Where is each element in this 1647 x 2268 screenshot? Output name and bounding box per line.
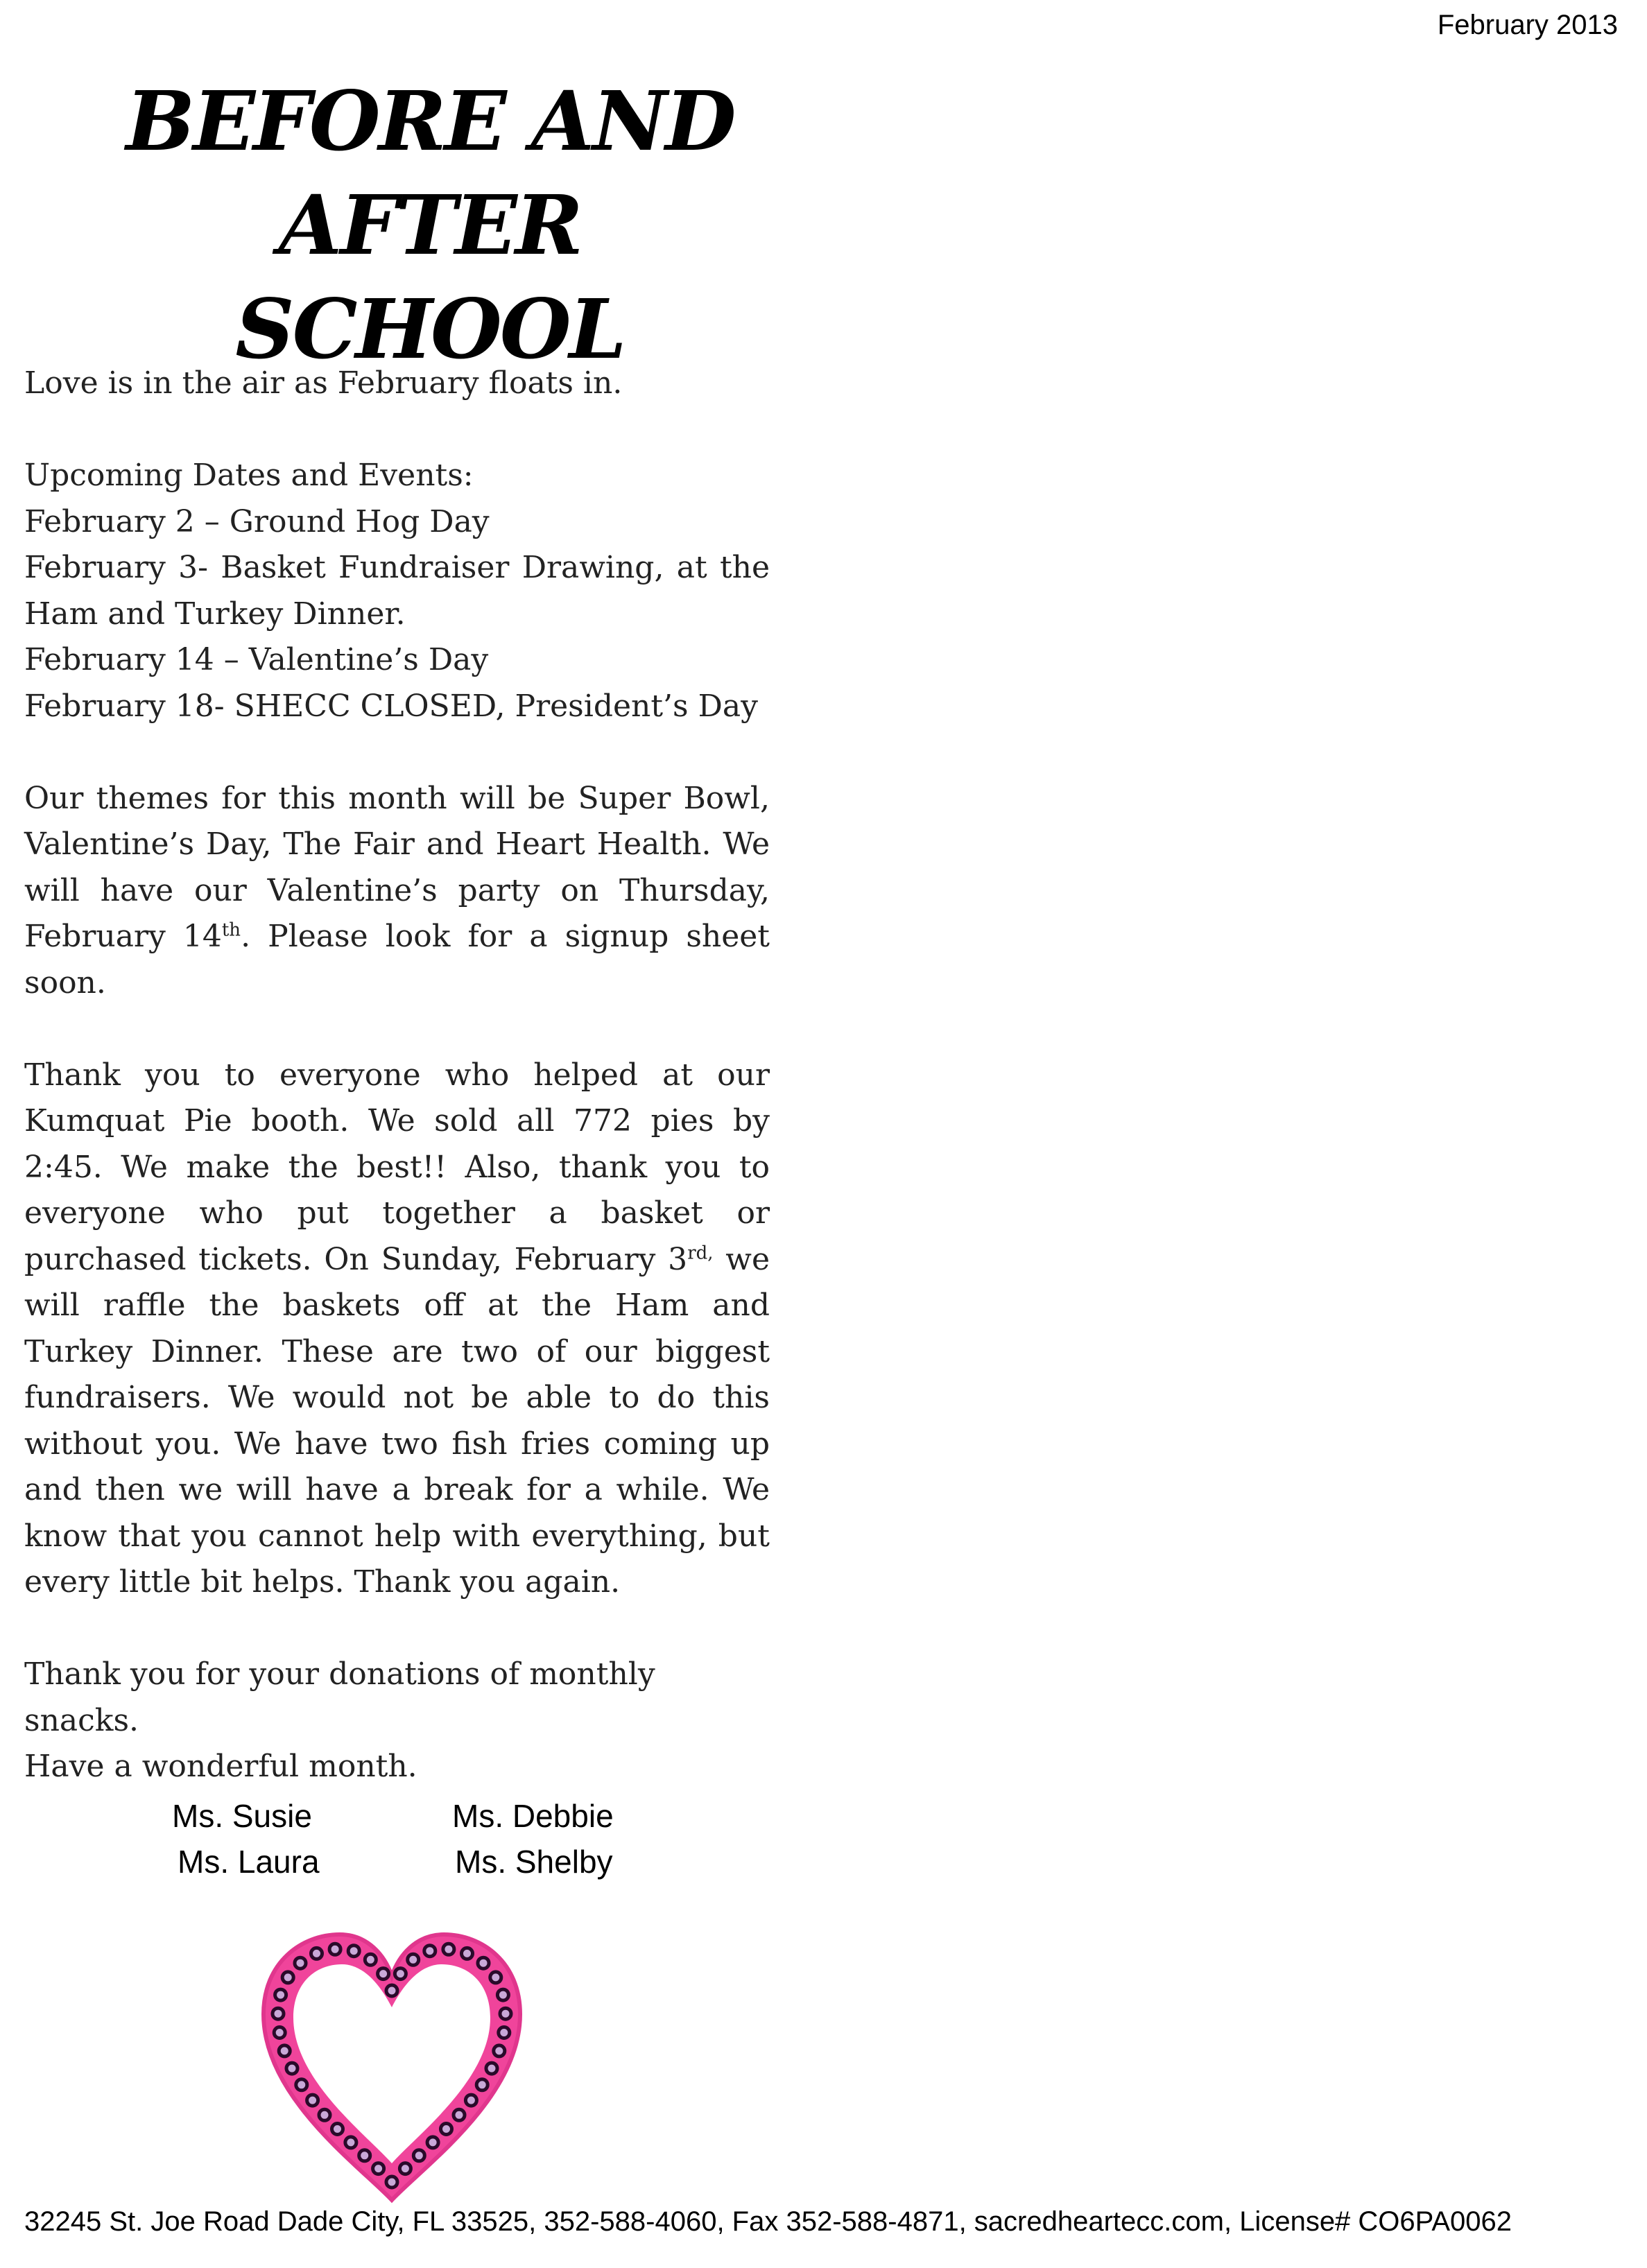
event-item: February 18- SHECC CLOSED, President’s Day [24, 688, 758, 724]
thanks-paragraph: Thank you to everyone who helped at our Kumquat Pie booth. We sold all 772 pies by 2:45. We make the best!! Also, thank you to everyone who put together a basket or purchased tickets. On Sunday, February $3^{rd,}$ we will raffle the baskets off at the Ham and Turkey Dinner. These are two of our biggest fundraisers. We would not be able to do this without you. We have two fish fries coming up and then we will have a break for a while. We know that you cannot help with everything, but every little bit helps. Thank you again. [24, 1057, 770, 1600]
heart-dot [365, 1954, 376, 1965]
heart-dot [348, 1946, 359, 1957]
heart-dot [279, 2045, 290, 2057]
event-item: February 3- Basket Fundraiser Drawing, at the Ham and Turkey Dinner. [24, 550, 770, 632]
themes-paragraph: Our themes for this month will be Super Bowl, Valentine’s Day, The Fair and Heart Health. We will have our Valentine’s party on Thursday, February 14th. Please look for a signup sheet soon. [24, 780, 770, 1001]
heart-dot [307, 2095, 318, 2106]
heart-dot [399, 2163, 411, 2174]
heart-dot [454, 2109, 465, 2120]
heart-dot [275, 1989, 286, 2000]
heart-dot [443, 1944, 454, 1955]
signature-susie: Ms. Susie [172, 1798, 312, 1834]
heart-dot [386, 1985, 397, 1996]
heart-dot [490, 1972, 501, 1983]
heart-dot [373, 2163, 384, 2174]
heart-dot [282, 1972, 293, 1983]
title-line-2: AFTER SCHOOL [235, 177, 625, 377]
heart-dot [329, 1944, 340, 1955]
heart-dot [332, 2124, 343, 2135]
closing-line: Have a wonderful month. [24, 1749, 417, 1784]
page-title [83, 69, 777, 381]
signature-debbie: Ms. Debbie [452, 1798, 614, 1834]
heart-dot [273, 2008, 284, 2019]
heart-dot [478, 1957, 489, 1968]
newsletter-date: February 2013 [1437, 10, 1618, 40]
heart-dot [395, 1968, 406, 1980]
heart-dot [345, 2137, 356, 2148]
intro-paragraph: Love is in the air as February floats in. [24, 365, 623, 401]
heart-icon [246, 1924, 537, 2208]
heart-dot [408, 1954, 419, 1965]
footer-contact: 32245 St. Joe Road Dade City, FL 33525, 352-588-4060, Fax 352-588-4871, sacredheartecc.com, License# CO6PA0062 [24, 2206, 1512, 2237]
heart-dot [274, 2027, 285, 2038]
heart-dot [286, 2063, 298, 2074]
heart-dot [476, 2079, 488, 2090]
heart-dot [386, 2176, 397, 2188]
heart-dot [441, 2124, 452, 2135]
heart-dot [500, 2008, 511, 2019]
events-heading: Upcoming Dates and Events: [24, 458, 474, 493]
heart-dot [499, 2027, 510, 2038]
heart-dot [319, 2109, 330, 2120]
event-item: February 14 – Valentine’s Day [24, 642, 489, 677]
heart-dot [296, 2079, 307, 2090]
heart-dot [427, 2137, 438, 2148]
heart-dot [462, 1948, 473, 1959]
heart-dot [424, 1946, 436, 1957]
event-item: February 2 – Ground Hog Day [24, 503, 490, 539]
heart-dot [494, 2045, 505, 2057]
heart-dot [359, 2150, 370, 2161]
title-line-1: BEFORE AND [126, 73, 734, 169]
heart-dot [465, 2095, 476, 2106]
closing-line: Thank you for your donations of monthly snacks. [24, 1656, 655, 1738]
heart-dot [413, 2150, 424, 2161]
heart-dot [378, 1968, 389, 1980]
heart-dot [295, 1957, 306, 1968]
heart-dot [311, 1948, 322, 1959]
heart-dot [497, 1989, 508, 2000]
heart-dot [486, 2063, 497, 2074]
signature-shelby: Ms. Shelby [455, 1844, 613, 1880]
signature-laura: Ms. Laura [178, 1844, 320, 1880]
newsletter-body [24, 361, 770, 1790]
